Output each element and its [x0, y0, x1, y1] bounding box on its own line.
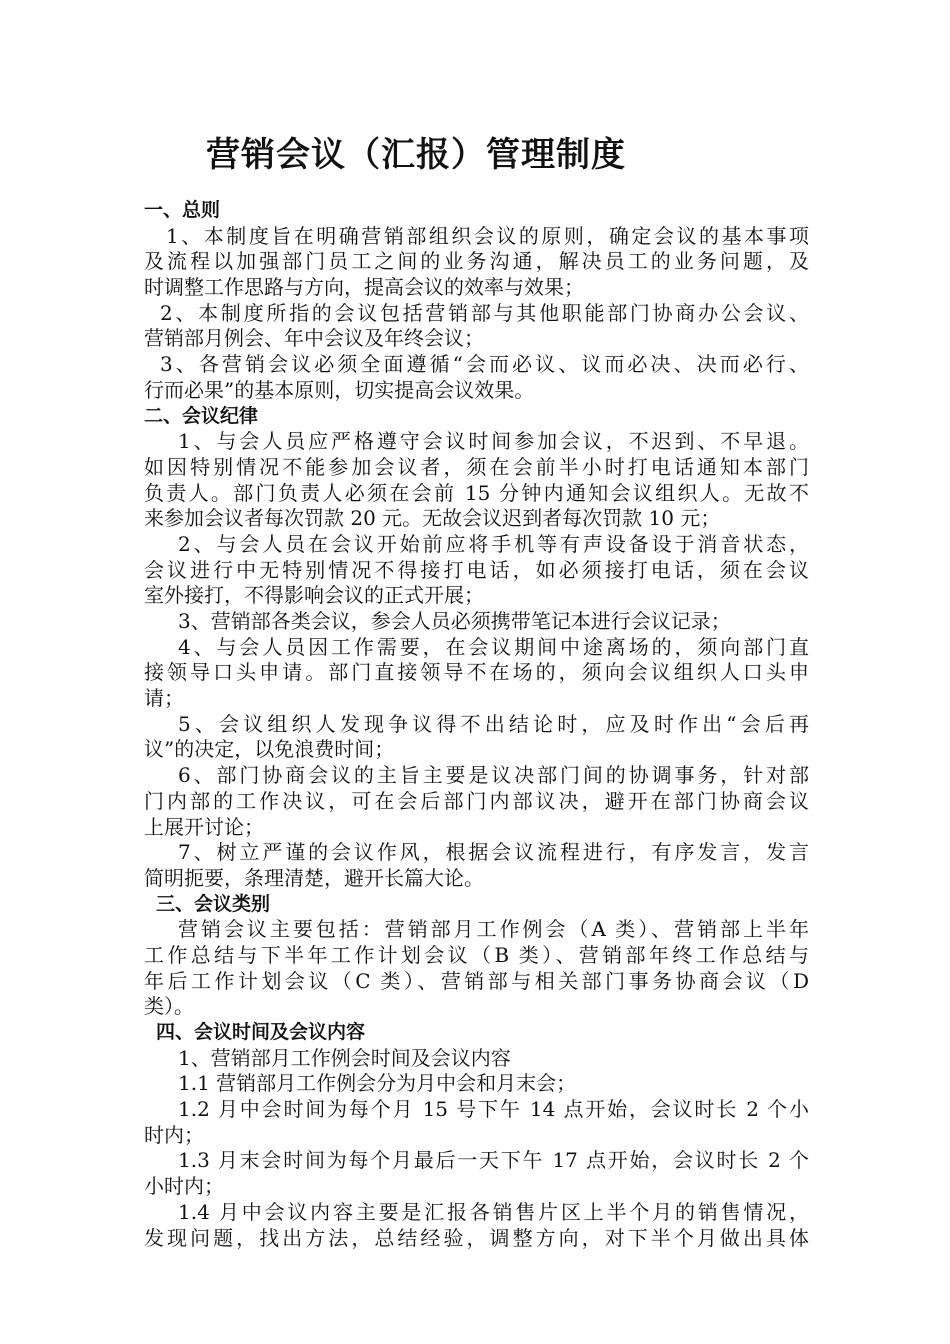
paragraph-line: 1、与会人员应严格遵守会议时间参加会议，不迟到、不早退。 [178, 429, 809, 454]
section-heading: 二、会议纪律 [144, 404, 259, 427]
paragraph-line: 上展开讨论； [144, 814, 264, 839]
paragraph-line: 1.3 月末会时间为每个月最后一天下午 17 点开始，会议时长 2 个 [178, 1148, 809, 1173]
paragraph-line: 7、树立严谨的会议作风，根据会议流程进行，有序发言，发言 [178, 840, 809, 865]
paragraph-line: 6、部门协商会议的主旨主要是议决部门间的协调事务，针对部 [178, 763, 809, 788]
paragraph-line: 年后工作计划会议（C 类）、营销部与相关部门事务协商会议（D [144, 968, 809, 993]
paragraph-line: 行而必果”的基本原则，切实提高会议效果。 [144, 377, 535, 402]
paragraph-line: 时内； [144, 1122, 204, 1147]
section-heading: 一、总则 [144, 199, 221, 221]
section-heading: 三、会议类别 [156, 892, 271, 915]
document-title: 营销会议（汇报）管理制度 [206, 135, 626, 175]
paragraph-line: 5、会议组织人发现争议得不出结论时，应及时作出“会后再 [178, 711, 809, 736]
paragraph-line: 3、营销部各类会议，参会人员必须携带笔记本进行会议记录； [178, 609, 731, 633]
section-heading: 四、会议时间及会议内容 [156, 1021, 366, 1043]
paragraph-line: 工作总结与下半年工作计划会议（B 类）、营销部年终工作总结与 [144, 942, 809, 967]
paragraph-line: 接领导口头申请。部门直接领导不在场的，须向会议组织人口头申 [144, 660, 809, 685]
paragraph-line: 1.4 月中会议内容主要是汇报各销售片区上半个月的销售情况， [178, 1199, 809, 1224]
paragraph-line: 营销部月例会、年中会议及年终会议； [144, 326, 484, 351]
paragraph-line: 如因特别情况不能参加会议者，须在会前半小时打电话通知本部门 [144, 454, 809, 479]
paragraph-line: 负责人。部门负责人必须在会前 15 分钟内通知会议组织人。无故不 [144, 480, 809, 505]
paragraph-line: 简明扼要，条理清楚，避开长篇大论。 [144, 865, 484, 890]
paragraph-line: 1、本制度旨在明确营销部组织会议的原则，确定会议的基本事项 [166, 223, 809, 248]
paragraph-line: 室外接打，不得影响会议的正式开展； [144, 583, 484, 608]
paragraph-line: 议”的决定，以免浪费时间； [144, 737, 395, 762]
paragraph-line: 请； [144, 686, 184, 711]
paragraph-line: 4、与会人员因工作需要，在会议期间中途离场的，须向部门直 [178, 634, 809, 659]
paragraph-line: 2、与会人员在会议开始前应将手机等有声设备设于消音状态， [178, 531, 809, 556]
paragraph-line: 1.1 营销部月工作例会分为月中会和月末会； [178, 1071, 577, 1096]
paragraph-line: 及流程以加强部门员工之间的业务沟通，解决员工的业务问题，及 [144, 249, 809, 274]
paragraph-line: 来参加会议者每次罚款 20 元。无故会议迟到者每次罚款 10 元； [144, 506, 721, 531]
paragraph-line: 2、本制度所指的会议包括营销部与其他职能部门协商办公会议、 [160, 300, 809, 325]
paragraph-line: 发现问题，找出方法，总结经验，调整方向，对下半个月做出具体 [144, 1225, 809, 1250]
paragraph-line: 3、各营销会议必须全面遵循“会而必议、议而必决、决而必行、 [160, 352, 809, 377]
paragraph-line: 时调整工作思路与方向，提高会议的效率与效果； [144, 275, 584, 300]
paragraph-line: 门内部的工作决议，可在会后部门内部议决，避开在部门协商会议 [144, 788, 809, 813]
paragraph-line: 1、营销部月工作例会时间及会议内容 [178, 1045, 511, 1070]
document-body [144, 198, 809, 1251]
paragraph-line: 会议进行中无特别情况不得接打电话，如必须接打电话，须在会议 [144, 557, 809, 582]
paragraph-line: 营销会议主要包括：营销部月工作例会（A 类）、营销部上半年 [178, 917, 809, 942]
paragraph-line: 1.2 月中会时间为每个月 15 号下午 14 点开始，会议时长 2 个小 [178, 1097, 809, 1122]
paragraph-line: 小时内； [144, 1174, 224, 1199]
paragraph-line: 类）。 [144, 994, 194, 1019]
